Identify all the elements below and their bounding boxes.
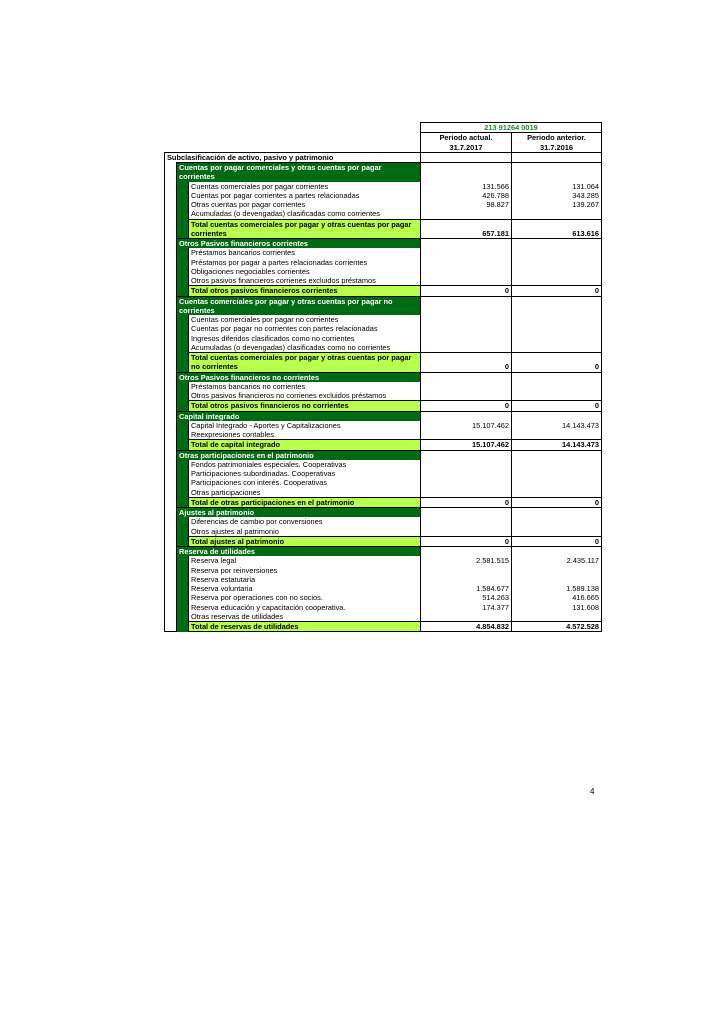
indent [165, 536, 177, 546]
line-item-label: Préstamos bancarios corrientes [191, 248, 295, 258]
line-item-row [165, 276, 602, 286]
section-title: Cuentas por pagar comerciales y otras cuentas por pagar corrientes [177, 163, 421, 182]
line-item-label: Reserva educación y capacitación cooperativa. [191, 602, 346, 612]
code-row [165, 123, 602, 133]
indent [165, 163, 177, 182]
line-item-row [165, 612, 602, 622]
section-title: Cuentas comerciales por pagar y otras cuentas por pagar no corrientes [177, 296, 421, 315]
current-value: 174.377 [421, 603, 512, 612]
section-band [177, 391, 189, 401]
table-title: Subclasificación de activo, pasivo y patrimonio [165, 152, 421, 162]
entity-code: 213 91264 0019 [421, 123, 602, 133]
previous-value: 14.143.473 [512, 421, 602, 430]
line-item-label: Reexpresiones contables. [191, 430, 277, 439]
indent [165, 353, 177, 373]
section-header-row [165, 296, 602, 315]
total-label: Total de otras participaciones en el patrimonio [189, 497, 421, 507]
line-item-label: Reserva por operaciones con no socios. [191, 593, 323, 603]
previous-cell [512, 411, 602, 421]
line-item-row [165, 488, 602, 498]
section-band [177, 566, 189, 575]
indent [165, 603, 177, 612]
total-current-value: 0 [421, 497, 512, 507]
indent [165, 556, 177, 565]
indent [165, 450, 177, 460]
column-date-row [165, 143, 602, 153]
indent [165, 527, 177, 537]
total-previous-value: 0 [512, 401, 602, 411]
total-current-value: 15.107.462 [421, 440, 512, 450]
previous-value: 139.267 [512, 200, 602, 209]
indent [165, 488, 177, 498]
total-label: Total ajustes al patrimonio [189, 536, 421, 546]
previous-value [512, 276, 602, 286]
section-band [177, 584, 189, 593]
previous-value [512, 267, 602, 276]
total-row [165, 353, 602, 373]
current-cell [421, 239, 512, 249]
section-header-row [165, 372, 602, 382]
section-band [177, 488, 189, 498]
total-previous-value: 14.143.473 [512, 440, 602, 450]
previous-value: 343.285 [512, 191, 602, 200]
indent [165, 517, 177, 526]
line-item-row [165, 584, 602, 593]
previous-value: 416.665 [512, 593, 602, 602]
previous-cell [512, 508, 602, 518]
total-label: Total de reservas de utilidades [189, 622, 421, 632]
previous-value [512, 334, 602, 343]
line-item-label: Cuentas comerciales por pagar no corrientes [191, 315, 339, 324]
current-value [421, 517, 512, 526]
line-item-label: Acumuladas (o devengadas) clasificadas como corrientes [191, 209, 380, 219]
line-item-row [165, 315, 602, 324]
section-band [177, 622, 189, 632]
indent [165, 411, 177, 421]
total-current-value: 0 [421, 286, 512, 296]
line-item-row [165, 566, 602, 575]
indent [165, 258, 177, 267]
total-row [165, 536, 602, 546]
section-band [177, 575, 189, 584]
line-item-label: Otras cuentas por pagar corrientes [191, 200, 306, 209]
total-previous-value: 0 [512, 353, 602, 373]
section-band [177, 334, 189, 343]
line-item-label: Préstamos por pagar a partes relacionadas corrientes [191, 257, 368, 267]
current-value [421, 430, 512, 440]
previous-value [512, 324, 602, 333]
indent [165, 391, 177, 401]
section-band [177, 612, 189, 622]
section-title: Otros Pasivos financieros no corrientes [177, 372, 421, 382]
current-value [421, 527, 512, 537]
section-title: Capital integrado [177, 411, 421, 421]
section-band [177, 353, 189, 373]
indent [165, 248, 177, 257]
previous-value [512, 469, 602, 478]
indent [165, 200, 177, 209]
section-title: Otros Pasivos financieros corrientes [177, 239, 421, 249]
previous-value [512, 382, 602, 391]
indent [165, 382, 177, 391]
indent [165, 460, 177, 469]
line-item-row [165, 556, 602, 565]
line-item-label: Diferencias de cambio por conversiones [191, 517, 323, 527]
section-band [177, 267, 189, 276]
indent [165, 219, 177, 239]
previous-cell [512, 450, 602, 460]
line-item-label: Participaciones con interés. Cooperativas [191, 478, 327, 488]
line-item-row [165, 248, 602, 257]
indent [165, 421, 177, 430]
indent [165, 497, 177, 507]
section-title: Ajustes al patrimonio [177, 508, 421, 518]
indent [165, 575, 177, 584]
indent [165, 286, 177, 296]
previous-value [512, 258, 602, 267]
total-row [165, 401, 602, 411]
current-cell [421, 411, 512, 421]
line-item-row [165, 575, 602, 584]
line-item-label: Cuentas comerciales por pagar corrientes [191, 181, 329, 191]
indent [165, 430, 177, 440]
page-number: 4 [590, 787, 595, 796]
section-band [177, 219, 189, 239]
indent [165, 315, 177, 324]
total-previous-value: 613.616 [512, 219, 602, 239]
indent [165, 622, 177, 632]
total-previous-value: 0 [512, 497, 602, 507]
previous-cell [512, 372, 602, 382]
line-item-row [165, 527, 602, 537]
line-item-row [165, 343, 602, 353]
indent [165, 239, 177, 249]
line-item-label: Reserva por reinversiones [191, 565, 278, 575]
previous-value [512, 460, 602, 469]
previous-cell [512, 239, 602, 249]
previous-value [512, 209, 602, 219]
previous-value [512, 248, 602, 257]
previous-period-date: 31.7.2016 [512, 143, 602, 153]
total-label: Total otros pasivos financieros no corrientes [189, 401, 421, 411]
section-band [177, 209, 189, 219]
total-row [165, 622, 602, 632]
section-band [177, 460, 189, 469]
previous-value [512, 612, 602, 622]
previous-value [512, 527, 602, 537]
current-value [421, 488, 512, 498]
line-item-row [165, 469, 602, 478]
section-header-row [165, 508, 602, 518]
total-previous-value: 4.572.528 [512, 622, 602, 632]
line-item-row [165, 460, 602, 469]
indent [165, 612, 177, 622]
current-value [421, 248, 512, 257]
previous-cell [512, 547, 602, 557]
total-label: Total cuentas comerciales por pagar y otras cuentas por pagar corrientes [189, 219, 421, 239]
previous-value [512, 517, 602, 526]
indent [165, 296, 177, 315]
indent [165, 401, 177, 411]
line-item-label: Participaciones subordinadas. Cooperativas [191, 469, 336, 478]
table-body [165, 123, 602, 632]
indent [165, 267, 177, 276]
line-item-row [165, 421, 602, 430]
line-item-row [165, 209, 602, 219]
current-cell [421, 372, 512, 382]
previous-cell [512, 163, 602, 182]
line-item-label: Acumuladas (o devengadas) clasificadas como no corrientes [191, 342, 391, 352]
total-row [165, 286, 602, 296]
current-value [421, 566, 512, 575]
previous-value: 131.064 [512, 182, 602, 191]
section-band [177, 478, 189, 487]
previous-value [512, 488, 602, 498]
section-band [177, 200, 189, 209]
line-item-label: Ingresos diferidos clasificados como no corrientes [191, 333, 355, 343]
total-row [165, 440, 602, 450]
line-item-label: Reserva legal [191, 556, 237, 566]
total-row [165, 497, 602, 507]
line-item-label: Otras reservas de utilidades [191, 611, 284, 621]
indent [165, 478, 177, 487]
current-value [421, 343, 512, 353]
line-item-label: Otros ajustes al patrimonio [191, 526, 279, 536]
previous-value [512, 566, 602, 575]
indent [165, 440, 177, 450]
current-cell [421, 163, 512, 182]
total-row [165, 219, 602, 239]
section-band [177, 401, 189, 411]
line-item-row [165, 324, 602, 333]
line-item-label: Fondos patrimoniales especiales. Cooperativas [191, 459, 347, 469]
previous-value [512, 315, 602, 324]
section-band [177, 286, 189, 296]
total-previous-value: 0 [512, 536, 602, 546]
section-band [177, 536, 189, 546]
section-band [177, 258, 189, 267]
line-item-row [165, 258, 602, 267]
total-current-value: 0 [421, 401, 512, 411]
previous-period-label: Periodo anterior. [512, 133, 602, 143]
line-item-label: Otros pasivos financieros corrienes excluidos préstamos [191, 276, 376, 285]
current-period-date: 31.7.2017 [421, 143, 512, 153]
line-item-row [165, 603, 602, 612]
line-item-label: Obligaciones negociables corrientes [191, 266, 310, 276]
current-value [421, 324, 512, 333]
total-label: Total otros pasivos financieros corrientes [189, 286, 421, 296]
indent [165, 469, 177, 478]
line-item-label: Préstamos bancarios no corrientes [191, 381, 306, 391]
current-value: 1.584.677 [421, 584, 512, 593]
previous-value [512, 575, 602, 584]
section-band [177, 276, 189, 286]
section-band [177, 517, 189, 526]
section-band [177, 382, 189, 391]
indent [165, 324, 177, 333]
current-period-label: Periodo actual. [421, 133, 512, 143]
previous-value: 131.608 [512, 603, 602, 612]
line-item-label: Otras participaciones [191, 487, 261, 497]
line-item-label: Capital Integrado - Aportes y Capitalizaciones [191, 420, 341, 430]
previous-value [512, 391, 602, 401]
previous-value [512, 343, 602, 353]
section-band [177, 324, 189, 333]
line-item-row [165, 593, 602, 602]
line-item-row [165, 478, 602, 487]
line-item-label: Reserva estatutaria [191, 574, 256, 584]
line-item-row [165, 391, 602, 401]
indent [165, 343, 177, 353]
total-previous-value: 0 [512, 286, 602, 296]
section-band [177, 469, 189, 478]
current-value: 2.581.515 [421, 556, 512, 565]
total-current-value: 4.854.832 [421, 622, 512, 632]
current-value [421, 209, 512, 219]
section-band [177, 248, 189, 257]
section-band [177, 315, 189, 324]
section-title: Reserva de utilidades [177, 547, 421, 557]
indent [165, 276, 177, 286]
indent [165, 334, 177, 343]
current-value [421, 276, 512, 286]
total-current-value: 0 [421, 353, 512, 373]
column-header-row [165, 133, 602, 143]
total-label: Total cuentas comerciales por pagar y otras cuentas por pagar no corrientes [189, 353, 421, 373]
section-band [177, 556, 189, 565]
section-header-row [165, 239, 602, 249]
current-cell [421, 508, 512, 518]
previous-cell [512, 296, 602, 315]
section-band [177, 603, 189, 612]
line-item-row [165, 182, 602, 191]
line-item-label: Cuentas por pagar corrientes a partes relacionadas [191, 190, 360, 200]
current-value [421, 258, 512, 267]
line-item-row [165, 334, 602, 343]
current-value [421, 478, 512, 487]
indent [165, 209, 177, 219]
section-band [177, 421, 189, 430]
financial-table [164, 122, 602, 632]
line-item-label: Cuentas por pagar no corrientes con partes relacionadas [191, 324, 378, 334]
section-header-row [165, 163, 602, 182]
current-value [421, 391, 512, 401]
line-item-row [165, 382, 602, 391]
current-value: 131.566 [421, 182, 512, 191]
total-current-value: 657.181 [421, 219, 512, 239]
section-header-row [165, 450, 602, 460]
indent [165, 182, 177, 191]
indent [165, 584, 177, 593]
section-band [177, 527, 189, 537]
line-item-row [165, 191, 602, 200]
previous-value [512, 478, 602, 487]
current-cell [421, 450, 512, 460]
indent [165, 593, 177, 602]
section-band [177, 593, 189, 602]
section-header-row [165, 547, 602, 557]
indent [165, 508, 177, 518]
current-value [421, 612, 512, 622]
section-band [177, 497, 189, 507]
previous-value [512, 430, 602, 440]
current-value [421, 575, 512, 584]
line-item-row [165, 430, 602, 440]
previous-value: 1.589.138 [512, 584, 602, 593]
section-band [177, 191, 189, 200]
current-value: 98.827 [421, 200, 512, 209]
section-band [177, 343, 189, 353]
current-value [421, 460, 512, 469]
indent [165, 372, 177, 382]
line-item-row [165, 200, 602, 209]
section-band [177, 430, 189, 440]
line-item-row [165, 517, 602, 526]
section-band [177, 182, 189, 191]
indent [165, 547, 177, 557]
section-header-row [165, 411, 602, 421]
current-cell [421, 547, 512, 557]
current-value [421, 334, 512, 343]
title-row [165, 152, 602, 162]
current-cell [421, 296, 512, 315]
section-band [177, 440, 189, 450]
current-value [421, 469, 512, 478]
current-value [421, 315, 512, 324]
total-current-value: 0 [421, 536, 512, 546]
line-item-row [165, 267, 602, 276]
current-value: 514.263 [421, 593, 512, 602]
previous-value: 2.435.117 [512, 556, 602, 565]
section-title: Otras participaciones en el patrimonio [177, 450, 421, 460]
current-value: 15.107.462 [421, 421, 512, 430]
current-value: 426.788 [421, 191, 512, 200]
line-item-label: Reserva voluntaria [191, 584, 253, 593]
total-label: Total de capital integrado [189, 440, 421, 450]
line-item-label: Otros pasivos financieros no corrienes excluidos préstamos [191, 391, 387, 400]
indent [165, 191, 177, 200]
current-value [421, 267, 512, 276]
indent [165, 566, 177, 575]
current-value [421, 382, 512, 391]
